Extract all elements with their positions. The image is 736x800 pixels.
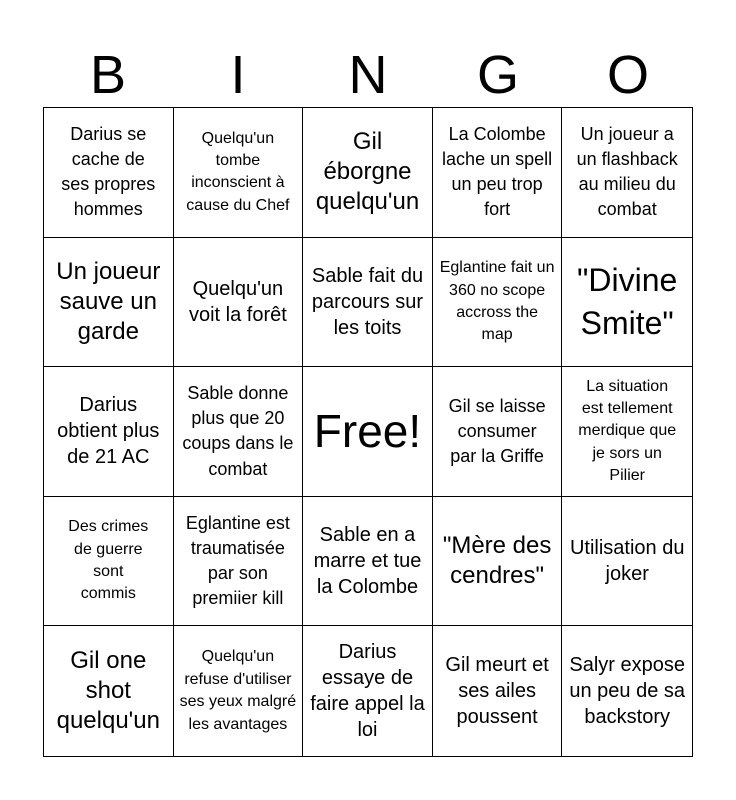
bingo-cell[interactable] [174, 497, 304, 627]
cell-text: Quelqu'un voit la forêt [188, 277, 287, 326]
cell-text: Quelqu'un refuse d'utiliser ses yeux malgré les avantages [179, 648, 297, 733]
bingo-cell[interactable] [433, 108, 563, 238]
bingo-cell[interactable] [44, 238, 174, 368]
header-letter-i: I [230, 45, 246, 105]
cell-text: Salyr expose un peu de sa backstory [569, 654, 686, 729]
bingo-cell[interactable] [562, 626, 692, 756]
header-letter-o: O [606, 45, 649, 105]
bingo-cell[interactable] [303, 238, 433, 368]
bingo-cell[interactable] [433, 497, 563, 627]
bingo-cell[interactable] [174, 367, 304, 497]
cell-text: Un joueur sauve un garde [56, 257, 161, 345]
cell-text: Un joueur a un flashback au milieu du combat [576, 123, 678, 220]
free-space-label: Free! [313, 405, 422, 458]
cell-text: "Divine Smite" [577, 261, 678, 341]
bingo-cell[interactable] [44, 108, 174, 238]
cell-text: Darius essaye de faire appel la loi [310, 641, 425, 742]
bingo-cell[interactable] [303, 626, 433, 756]
free-space-cell[interactable] [303, 367, 433, 497]
header-letter-b: B [89, 45, 127, 105]
cell-text: Gil éborgne quelqu'un [315, 128, 420, 216]
bingo-cell[interactable] [44, 367, 174, 497]
bingo-cell[interactable] [174, 108, 304, 238]
bingo-cell[interactable] [562, 108, 692, 238]
cell-text: Gil meurt et ses ailes poussent [445, 654, 549, 729]
cell-text: Sable donne plus que 20 coups dans le combat [182, 383, 294, 479]
cell-text: "Mère des cendres" [442, 532, 552, 590]
bingo-cell[interactable] [433, 367, 563, 497]
cell-text: Utilisation du joker [569, 537, 685, 586]
cell-text: Sable fait du parcours sur les toits [311, 264, 424, 339]
cell-text: Sable en a marre et tue la Colombe [313, 524, 422, 599]
header-letter-n: N [348, 45, 388, 105]
cell-text: Darius se cache de ses propres hommes [61, 123, 156, 220]
cell-text: Des crimes de guerre sont commis [68, 518, 149, 603]
bingo-cell[interactable] [562, 497, 692, 627]
header-letter-g: G [476, 45, 519, 105]
bingo-cell[interactable] [303, 497, 433, 627]
bingo-cell[interactable] [303, 108, 433, 238]
cell-text: La Colombe lache un spell un peu trop fort [442, 123, 553, 220]
bingo-cell[interactable] [174, 626, 304, 756]
bingo-cell[interactable] [562, 238, 692, 368]
bingo-cell[interactable] [433, 238, 563, 368]
bingo-cell[interactable] [44, 626, 174, 756]
bingo-cell[interactable] [44, 497, 174, 627]
bingo-grid [43, 107, 693, 757]
bingo-cell[interactable] [174, 238, 304, 368]
bingo-header [43, 42, 693, 108]
cell-text: Gil se laisse consumer par la Griffe [448, 395, 546, 467]
bingo-cell[interactable] [562, 367, 692, 497]
cell-text: Gil one shot quelqu'un [56, 647, 160, 735]
cell-text: Quelqu'un tombe inconscient à cause du Chef [186, 129, 290, 214]
bingo-cell[interactable] [433, 626, 563, 756]
cell-text: Darius obtient plus de 21 AC [57, 394, 160, 469]
cell-text: La situation est tellement merdique que je sors un Pilier [578, 377, 677, 485]
cell-text: Eglantine fait un 360 no scope accross the map [439, 259, 555, 344]
cell-text: Eglantine est traumatisée par son premiier kill [185, 512, 290, 609]
